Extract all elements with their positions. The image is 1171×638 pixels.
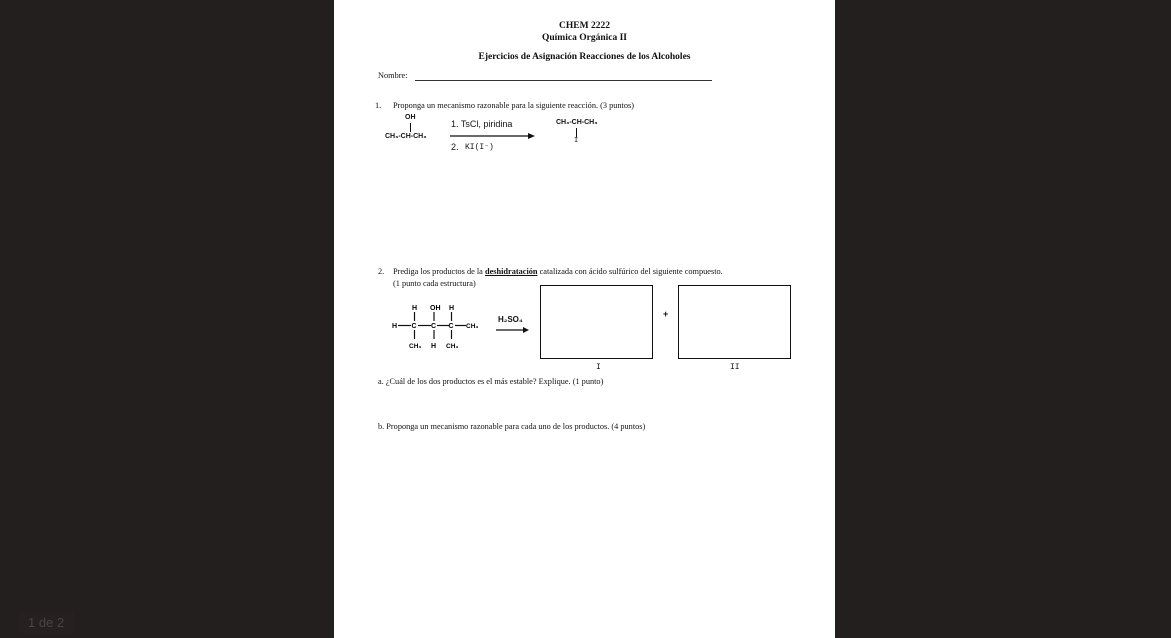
document-page [334, 0, 835, 638]
name-line [415, 80, 712, 81]
page-indicator: 1 de 2 [18, 612, 74, 633]
q2-mol-carbon-1: C [411, 323, 417, 330]
product-box-1[interactable] [540, 285, 653, 359]
course-code: CHEM 2222 [559, 21, 610, 31]
q1-step1: 1. TsCl, piridina [451, 119, 513, 129]
q2-molecule [389, 298, 489, 354]
q2-mol-carbon-2: C [431, 323, 437, 330]
q2-mol-top-h1: H [412, 305, 418, 312]
q2-text-emphasis: deshidratación [484, 267, 538, 276]
product-box-1-label: I [596, 363, 601, 372]
document-title: Ejercicios de Asignación Reacciones de los Alcoholes [478, 52, 691, 62]
q1-step2-reagent: KI(I⁻) [465, 143, 494, 152]
q2-number: 2. [378, 267, 385, 276]
q2-mol-top-oh: OH [430, 305, 441, 312]
plus-sign: + [663, 309, 669, 319]
q2-mol-left-h: H [392, 323, 398, 330]
q1-product-iodine: I [574, 137, 579, 145]
q2-reagent: H₂SO₄ [498, 315, 523, 324]
q2-text [393, 267, 723, 276]
course-subject: Química Orgánica II [542, 33, 627, 43]
q2-mol-bottom-ch3-2: CH₃ [446, 343, 459, 350]
q2-mol-carbon-3: C [448, 323, 454, 330]
q1-reaction-arrow [450, 132, 536, 140]
q1-reactant-oh: OH [405, 114, 416, 121]
q2-mol-top-h2: H [449, 305, 455, 312]
product-box-2[interactable] [678, 285, 791, 359]
q2-part-b: b. Proponga un mecanismo razonable para cada uno de los productos. (4 puntos) [378, 422, 646, 431]
q2-text-line2: (1 punto cada estructura) [393, 279, 476, 288]
q1-product-bond [576, 128, 577, 137]
q1-number: 1. [375, 101, 382, 110]
product-box-2-label: II [730, 363, 740, 372]
q2-reaction-arrow [496, 326, 530, 334]
q1-reactant-chain: CH₃-CH-CH₃ [385, 133, 427, 140]
q1-product-chain: CH₃-CH-CH₃ [556, 119, 598, 126]
q2-part-a: a. ¿Cuál de los dos productos es el más estable? Explique. (1 punto) [378, 377, 604, 386]
q2-mol-bottom-h: H [431, 343, 437, 350]
q1-text: Proponga un mecanismo razonable para la siguiente reacción. (3 puntos) [393, 101, 634, 110]
q2-mol-bottom-ch3-1: CH₃ [409, 343, 422, 350]
q1-reactant-bond [410, 123, 411, 132]
q1-step2-number: 2. [451, 142, 459, 152]
q2-text-before: Prediga los productos de la [393, 267, 485, 276]
q2-text-after: catalizada con ácido sulfúrico del siguiente compuesto. [537, 267, 723, 276]
q2-mol-right-ch3: CH₃ [466, 323, 479, 330]
name-label: Nombre: [378, 71, 408, 80]
